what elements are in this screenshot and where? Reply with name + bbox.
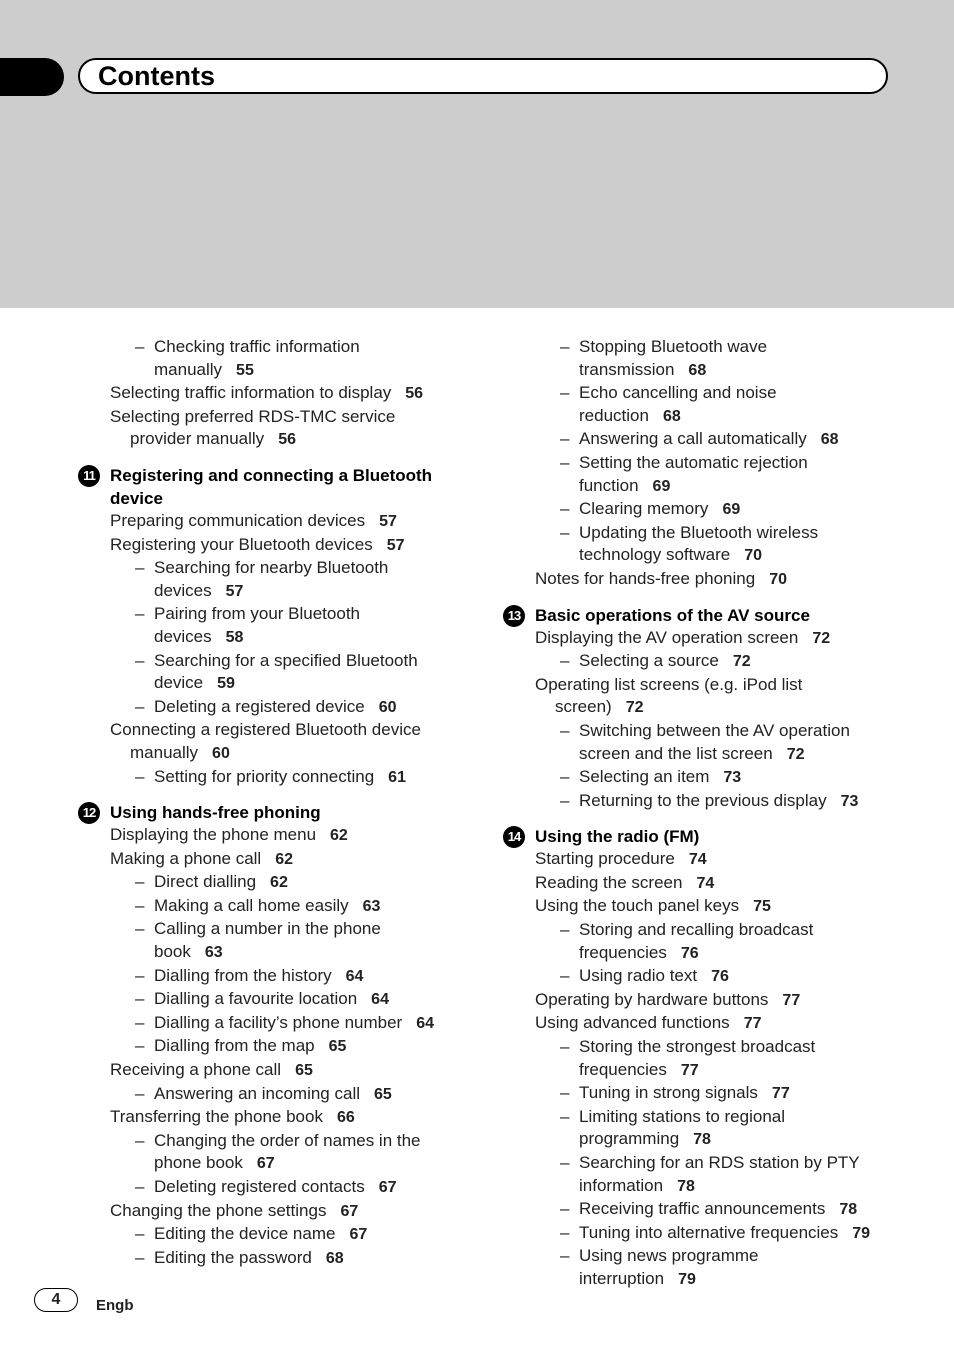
toc-entry[interactable] <box>78 406 478 452</box>
entry-text: Preparing communication devices <box>110 510 366 530</box>
entry-dash: – <box>560 1246 570 1266</box>
toc-entry[interactable] <box>78 382 478 406</box>
entry-text-continued: transmission 68 <box>579 359 707 379</box>
entry-text: Changing the order of names in the <box>154 1130 421 1150</box>
toc-entry[interactable] <box>78 696 478 720</box>
entry-page-number: 72 <box>812 629 831 647</box>
toc-entry[interactable] <box>503 1106 933 1152</box>
entry-dash: – <box>135 1012 145 1032</box>
entry-text: Deleting a registered device 60 <box>154 696 397 716</box>
section-number-badge: 11 <box>78 465 100 487</box>
entry-dash: – <box>560 790 570 810</box>
entry-dash: – <box>135 1247 145 1267</box>
entry-text: Editing the password 68 <box>154 1247 344 1267</box>
toc-entry[interactable] <box>78 1083 478 1107</box>
toc-entry[interactable] <box>503 1152 933 1198</box>
entry-text-continued: screen and the list screen 72 <box>579 743 805 763</box>
entry-text-continued: screen) 72 <box>555 697 644 717</box>
entry-text: Making a call home easily 63 <box>154 895 381 915</box>
entry-page-number: 57 <box>379 512 397 530</box>
entry-text: Checking traffic information <box>154 337 360 356</box>
entry-text-continued: provider manually 56 <box>130 429 296 449</box>
entry-text-continued: devices 57 <box>154 580 244 600</box>
entry-dash: – <box>560 1106 570 1126</box>
entry-text: Switching between the AV operation <box>579 720 850 740</box>
toc-entry[interactable] <box>78 1223 478 1247</box>
entry-text-continued: programming 78 <box>579 1129 711 1149</box>
entry-page-number: 73 <box>723 769 742 787</box>
entry-dash: – <box>135 558 145 578</box>
toc-right-column <box>503 336 933 1292</box>
entry-dash: – <box>560 920 570 940</box>
toc-entry[interactable] <box>503 336 933 382</box>
entry-page-number: 64 <box>371 991 389 1009</box>
section-number-badge: 12 <box>78 802 100 824</box>
entry-text: Editing the device name 67 <box>154 1224 368 1244</box>
entry-dash: – <box>135 766 145 786</box>
entry-text: Limiting stations to regional <box>579 1106 786 1126</box>
entry-page-number: 62 <box>275 850 294 868</box>
toc-entry[interactable] <box>78 848 478 872</box>
toc-entry[interactable] <box>78 988 478 1012</box>
entry-text-continued: manually 55 <box>154 359 254 379</box>
toc-entry[interactable] <box>78 1059 478 1083</box>
entry-text-continued: technology software 70 <box>579 545 762 565</box>
entry-text-continued: information 78 <box>579 1175 695 1195</box>
entry-dash: – <box>135 650 145 670</box>
entry-page-number: 65 <box>374 1085 392 1103</box>
section-heading <box>78 464 478 510</box>
language-code: Engb <box>96 1297 134 1314</box>
entry-text: Tuning in strong signals 77 <box>579 1083 790 1103</box>
entry-text: Clearing memory 69 <box>579 499 741 519</box>
toc-entry[interactable] <box>503 1082 933 1106</box>
entry-page-number: 72 <box>732 653 751 671</box>
page-number: 4 <box>34 1288 78 1312</box>
entry-dash: – <box>135 895 145 915</box>
section-title: Basic operations of the AV source <box>535 605 810 625</box>
entry-page-number: 63 <box>204 944 223 962</box>
toc-entry[interactable] <box>503 848 933 872</box>
entry-page-number: 77 <box>680 1061 699 1079</box>
entry-dash: – <box>135 989 145 1009</box>
toc-entry[interactable] <box>503 1012 933 1036</box>
entry-text: Pairing from your Bluetooth <box>154 604 360 624</box>
toc-entry[interactable] <box>503 650 933 674</box>
entry-text-continued: device 59 <box>154 673 235 693</box>
entry-page-number: 68 <box>688 361 707 379</box>
entry-text: Echo cancelling and noise <box>579 383 777 403</box>
toc-entry[interactable] <box>503 1036 933 1082</box>
entry-text: Searching for nearby Bluetooth <box>154 558 389 578</box>
entry-dash: – <box>560 1199 570 1219</box>
entry-page-number: 67 <box>349 1226 368 1244</box>
entry-dash: – <box>560 522 570 542</box>
entry-page-number: 67 <box>340 1202 359 1220</box>
entry-text: Dialling from the history 64 <box>154 965 364 985</box>
toc-entry[interactable] <box>78 824 478 848</box>
toc-entry[interactable] <box>78 1176 478 1200</box>
entry-text: Connecting a registered Bluetooth device <box>110 720 421 740</box>
header-tab-marker <box>0 58 64 96</box>
section-title: Using the radio (FM) <box>535 827 700 847</box>
entry-page-number: 58 <box>225 628 244 646</box>
entry-page-number: 64 <box>345 967 364 985</box>
entry-page-number: 77 <box>743 1015 762 1033</box>
entry-page-number: 69 <box>722 501 741 519</box>
entry-dash: – <box>135 965 145 985</box>
section-heading <box>503 604 933 627</box>
entry-dash: – <box>135 1083 145 1103</box>
entry-page-number: 67 <box>378 1179 397 1196</box>
entry-page-number: 63 <box>362 897 381 915</box>
toc-entry[interactable] <box>503 965 933 989</box>
entry-dash: – <box>135 1224 145 1244</box>
toc-entry[interactable] <box>503 872 933 896</box>
entry-text: Notes for hands-free phoning <box>535 568 756 588</box>
entry-text-continued: manually 60 <box>130 742 230 762</box>
entry-text: Receiving a phone call <box>110 1060 282 1080</box>
entry-dash: – <box>560 452 570 472</box>
entry-text: Answering an incoming call 65 <box>154 1083 392 1103</box>
toc-left-column <box>78 336 478 1270</box>
entry-text: Using advanced functions <box>535 1013 730 1033</box>
entry-page-number: 77 <box>771 1085 790 1103</box>
toc-entry[interactable] <box>503 452 933 498</box>
entry-page-number: 70 <box>744 547 762 565</box>
entry-page-number: 66 <box>336 1109 355 1127</box>
title-box <box>78 58 888 94</box>
toc-entry[interactable] <box>78 603 478 649</box>
entry-page-number: 70 <box>769 570 787 588</box>
entry-page-number: 56 <box>278 431 296 449</box>
entry-page-number: 59 <box>217 675 235 693</box>
entry-text-continued: phone book 67 <box>154 1153 275 1173</box>
entry-dash: – <box>135 696 145 716</box>
entry-page-number: 65 <box>328 1038 347 1056</box>
entry-text-continued: function 69 <box>579 475 671 495</box>
section-title: Using hands-free phoning <box>110 803 321 823</box>
entry-text: Setting for priority connecting 61 <box>154 766 406 786</box>
toc-entry[interactable] <box>78 871 478 895</box>
entry-page-number: 68 <box>325 1249 344 1267</box>
entry-page-number: 76 <box>711 968 729 986</box>
entry-text: Selecting preferred RDS-TMC service <box>110 406 396 426</box>
toc-entry[interactable] <box>503 895 933 919</box>
page-title: Contents <box>98 61 215 91</box>
entry-dash: – <box>560 767 570 787</box>
entry-text-continued: frequencies 77 <box>579 1059 699 1079</box>
entry-page-number: 78 <box>677 1177 695 1195</box>
toc-entry[interactable] <box>78 1247 478 1271</box>
toc-entry[interactable] <box>503 919 933 965</box>
toc-entry[interactable] <box>78 965 478 989</box>
entry-dash: – <box>135 1036 145 1056</box>
entry-text: Selecting an item 73 <box>579 767 742 787</box>
toc-entry[interactable] <box>78 719 478 765</box>
entry-text: Updating the Bluetooth wireless <box>579 522 819 542</box>
entry-dash: – <box>560 1153 570 1172</box>
toc-entry[interactable] <box>78 1200 478 1224</box>
entry-text-continued: interruption 79 <box>579 1268 696 1288</box>
entry-text: Operating by hardware buttons <box>535 989 769 1009</box>
entry-page-number: 72 <box>625 699 644 717</box>
entry-text: Stopping Bluetooth wave <box>579 337 768 356</box>
entry-dash: – <box>135 872 145 892</box>
section-title: Registering and connecting a Bluetooth device <box>110 465 433 508</box>
entry-text: Registering your Bluetooth devices <box>110 534 373 554</box>
entry-page-number: 64 <box>416 1014 435 1032</box>
entry-page-number: 74 <box>688 851 707 869</box>
toc-entry[interactable] <box>503 1198 933 1222</box>
entry-text: Receiving traffic announcements 78 <box>579 1199 858 1219</box>
entry-text: Calling a number in the phone <box>154 919 381 939</box>
entry-text: Dialling a facility’s phone number 64 <box>154 1012 435 1032</box>
entry-text: Direct dialling 62 <box>154 872 288 892</box>
entry-text: Storing the strongest broadcast <box>579 1037 816 1057</box>
entry-text: Changing the phone settings <box>110 1200 327 1220</box>
entry-text: Searching for a specified Bluetooth <box>154 650 418 670</box>
entry-text-continued: frequencies 76 <box>579 942 699 962</box>
toc-entry[interactable] <box>503 382 933 428</box>
entry-page-number: 60 <box>378 698 397 716</box>
entry-text: Reading the screen <box>535 872 683 892</box>
toc-entry[interactable] <box>78 557 478 603</box>
entry-text: Storing and recalling broadcast <box>579 920 814 940</box>
header-band <box>0 0 954 308</box>
entry-page-number: 56 <box>405 385 424 403</box>
entry-page-number: 76 <box>680 944 699 962</box>
entry-text: Operating list screens (e.g. iPod list <box>535 674 803 694</box>
entry-text-continued: devices 58 <box>154 626 244 646</box>
entry-dash: – <box>135 919 145 939</box>
entry-text: Displaying the AV operation screen <box>535 627 799 647</box>
entry-dash: – <box>560 429 570 449</box>
entry-page-number: 69 <box>652 477 671 495</box>
section-number-badge: 13 <box>503 605 525 627</box>
entry-text: Displaying the phone menu <box>110 825 317 845</box>
entry-text: Using the touch panel keys <box>535 896 740 916</box>
entry-dash: – <box>560 1037 570 1057</box>
toc-entry[interactable] <box>503 428 933 452</box>
entry-text: Searching for an RDS station by PTY <box>579 1153 860 1172</box>
toc-entry[interactable] <box>78 336 478 382</box>
toc-entry[interactable] <box>78 895 478 919</box>
entry-dash: – <box>135 1130 145 1150</box>
entry-text: Using news programme <box>579 1246 759 1266</box>
entry-text: Setting the automatic rejection <box>579 452 808 472</box>
toc-entry[interactable] <box>78 1035 478 1059</box>
section-heading <box>78 801 478 824</box>
entry-page-number: 77 <box>782 991 801 1009</box>
entry-page-number: 75 <box>753 898 771 916</box>
toc-entry[interactable] <box>503 522 933 568</box>
entry-page-number: 62 <box>330 827 348 845</box>
toc-entry[interactable] <box>503 720 933 766</box>
entry-dash: – <box>560 966 570 986</box>
entry-dash: – <box>135 604 145 624</box>
entry-page-number: 68 <box>662 407 681 425</box>
entry-text: Deleting registered contacts 67 <box>154 1177 397 1196</box>
toc-entry[interactable] <box>503 1222 933 1246</box>
toc-entry[interactable] <box>78 918 478 964</box>
entry-page-number: 57 <box>225 582 244 600</box>
entry-page-number: 57 <box>386 536 405 554</box>
toc-entry[interactable] <box>78 1106 478 1130</box>
entry-page-number: 78 <box>839 1201 858 1219</box>
entry-page-number: 73 <box>840 792 859 810</box>
entry-page-number: 72 <box>786 745 805 763</box>
toc-entry[interactable] <box>503 568 933 592</box>
toc-entry[interactable] <box>78 1012 478 1036</box>
toc-entry[interactable] <box>78 650 478 696</box>
entry-page-number: 78 <box>693 1131 711 1149</box>
entry-dash: – <box>560 383 570 403</box>
entry-text: Making a phone call <box>110 848 262 868</box>
entry-page-number: 79 <box>852 1224 871 1242</box>
entry-page-number: 65 <box>295 1062 313 1080</box>
entry-page-number: 55 <box>236 361 254 379</box>
entry-page-number: 79 <box>678 1270 696 1288</box>
toc-entry[interactable] <box>503 1245 933 1291</box>
entry-text: Dialling from the map 65 <box>154 1036 347 1056</box>
entry-text: Using radio text 76 <box>579 966 729 986</box>
entry-dash: – <box>560 1083 570 1103</box>
entry-text: Dialling a favourite location 64 <box>154 989 389 1009</box>
toc-entry[interactable] <box>503 498 933 522</box>
entry-dash: – <box>560 337 570 356</box>
entry-text: Selecting traffic information to display <box>110 383 392 403</box>
entry-page-number: 74 <box>696 874 715 892</box>
toc-entry[interactable] <box>503 989 933 1013</box>
entry-dash: – <box>560 499 570 519</box>
entry-text-continued: book 63 <box>154 942 223 962</box>
entry-text: Answering a call automatically 68 <box>579 429 839 449</box>
toc-entry[interactable] <box>503 627 933 651</box>
entry-page-number: 62 <box>270 874 288 892</box>
entry-dash: – <box>560 720 570 740</box>
toc-entry[interactable] <box>503 674 933 720</box>
entry-dash: – <box>560 1222 570 1242</box>
toc-entry[interactable] <box>503 790 933 814</box>
entry-text-continued: reduction 68 <box>579 405 681 425</box>
section-heading <box>503 825 933 848</box>
toc-entry[interactable] <box>78 510 478 534</box>
entry-text: Tuning into alternative frequencies 79 <box>579 1222 871 1242</box>
entry-page-number: 68 <box>820 431 839 449</box>
entry-page-number: 67 <box>256 1155 275 1173</box>
toc-entry[interactable] <box>503 766 933 790</box>
entry-dash: – <box>560 651 570 671</box>
section-number-badge: 14 <box>503 826 525 848</box>
entry-text: Selecting a source 72 <box>579 651 751 671</box>
entry-page-number: 61 <box>388 768 406 786</box>
entry-text: Returning to the previous display 73 <box>579 790 859 810</box>
entry-text: Transferring the phone book <box>110 1107 323 1127</box>
toc-entry[interactable] <box>78 534 478 558</box>
entry-page-number: 60 <box>212 744 230 762</box>
toc-entry[interactable] <box>78 1130 478 1176</box>
entry-dash: – <box>135 337 145 356</box>
entry-text: Starting procedure <box>535 849 675 869</box>
entry-dash: – <box>135 1177 145 1196</box>
toc-entry[interactable] <box>78 766 478 790</box>
